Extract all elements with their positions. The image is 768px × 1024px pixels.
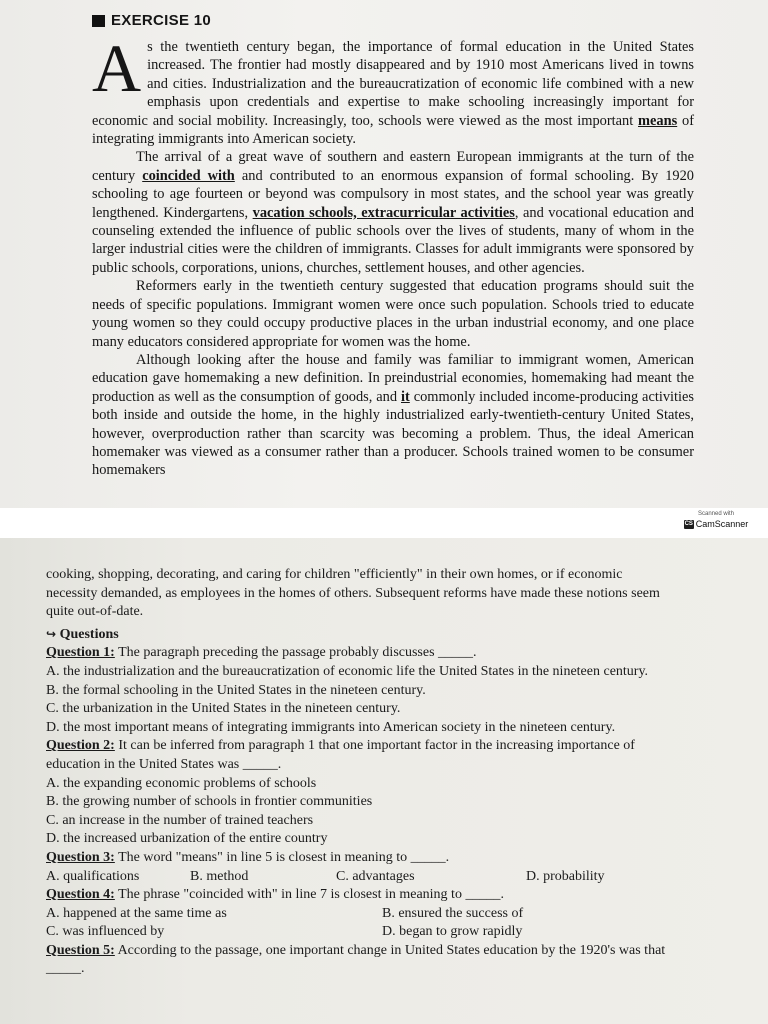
q3-option-d: D. probability xyxy=(526,868,605,884)
camscanner-brand: CamScanner xyxy=(695,519,749,529)
q1-option-b: B. the formal schooling in the United States in the nineteen century. xyxy=(46,682,426,698)
camscanner-watermark xyxy=(678,510,754,530)
q3-option-c: C. advantages xyxy=(336,868,415,884)
q2-option-d: D. the increased urbanization of the entire country xyxy=(46,831,328,847)
q2-option-a: A. the expanding economic problems of schools xyxy=(46,775,317,791)
exercise-title-text: EXERCISE 10 xyxy=(111,12,212,29)
question-3: Question 3: The word "means" in line 5 is closest in meaning to _____. xyxy=(46,849,450,865)
q3-option-a: A. qualifications xyxy=(46,868,140,884)
q4-option-b: B. ensured the success of xyxy=(382,905,524,921)
q4-options-row-2 xyxy=(46,923,666,942)
q3-option-b: B. method xyxy=(190,868,249,884)
q1-option-a: A. the industrialization and the bureaucratization of economic life the United States in the nineteen century. xyxy=(46,663,649,679)
drop-cap: A xyxy=(92,30,142,106)
camscanner-logo-icon: CS xyxy=(684,521,693,528)
q4-options-row-1 xyxy=(46,905,666,924)
square-bullet-icon xyxy=(92,15,105,27)
page-gap xyxy=(0,508,768,538)
highlight-vacation-schools: vacation schools, extracurricular activities xyxy=(252,204,515,221)
question-2: Question 2: It can be inferred from paragraph 1 that one important factor in the increasing importance of education in the United States was _____. xyxy=(46,738,635,772)
question-4: Question 4: The phrase "coincided with" in line 7 is closest in meaning to _____. xyxy=(46,887,504,903)
passage xyxy=(92,30,695,480)
arrow-icon: ↪ xyxy=(46,626,57,641)
question-1: Question 1: The paragraph preceding the passage probably discusses _____. xyxy=(46,645,477,661)
q2-option-b: B. the growing number of schools in frontier communities xyxy=(46,794,373,810)
q4-option-a: A. happened at the same time as xyxy=(46,905,227,921)
paragraph-4: Although looking after the house and family was familiar to immigrant women, American education gave homemaking a new definition. In preindustrial economies, homemaking had meant the production as well as the consumption of goods, and it commonly included income-producing activities both inside and outside the home, in the highly industrialized early-twentieth-century United States, however, overproduction rather than scarcity was becoming a problem. Thus, the ideal American homemaker was viewed as a consumer rather than a producer. Schools trained women to be consumer homemakers xyxy=(92,351,694,479)
q1-option-d: D. the most important means of integrating immigrants into American society in the nineteen century. xyxy=(46,719,616,735)
scanned-page-1 xyxy=(0,0,768,508)
q1-option-c: C. the urbanization in the United States in the nineteen century. xyxy=(46,701,401,717)
passage-continuation: cooking, shopping, decorating, and caring for children "efficiently" in their own homes, or if economic necessity demanded, as employees in the homes of others. Subsequent reforms have made these notions seem quite out-of-date. xyxy=(46,567,660,620)
question-5: Question 5: According to the passage, one important change in United States education by the 1920's was that _____. xyxy=(46,942,666,977)
questions-section xyxy=(46,566,666,979)
paragraph-1: As the twentieth century began, the importance of formal education in the United States increased. The frontier had mostly disappeared and by 1910 most Americans lived in towns and cities. Industrialization and the bureaucratization of economic life combined with a new emphasis upon credentials and expertise to make schooling increasingly important for economic and social mobility. Increasingly, too, schools were viewed as the most important means of integrating immigrants into American society. xyxy=(92,30,694,148)
questions-heading: ↪ Questions xyxy=(46,626,119,642)
highlight-coincided-with: coincided with xyxy=(142,167,235,184)
q3-options xyxy=(46,868,666,887)
paragraph-3: Reformers early in the twentieth century suggested that education programs should suit the needs of specific populations. Immigrant women were once such population. Schools tried to educate young women so they could occupy productive places in the urban industrial economy, and one place many educators considered appropriate for women was the home. xyxy=(92,278,694,350)
highlight-it: it xyxy=(401,388,410,405)
q4-option-c: C. was influenced by xyxy=(46,924,165,940)
exercise-title xyxy=(92,12,211,29)
paragraph-2: The arrival of a great wave of southern and eastern European immigrants at the turn of the century coincided with and contributed to an enormous expansion of formal schooling. By 1920 schooling to age fourteen or beyond was compulsory in most states, and the school year was greatly lengthened. Kindergartens, vacation schools, extracurricular activities, and vocational education and counseling extended the influence of public schools over the lives of students, many of whom in the larger industrial cities were the children of immigrants. Classes for adult immigrants were sponsored by public schools, corporations, unions, churches, settlement houses, and other agencies. xyxy=(92,149,695,276)
scanned-with-text: Scanned with xyxy=(697,511,735,517)
q2-option-c: C. an increase in the number of trained teachers xyxy=(46,812,314,828)
q4-option-d: D. began to grow rapidly xyxy=(382,924,523,940)
highlight-means: means xyxy=(638,112,678,129)
scanned-page-2 xyxy=(0,538,768,1024)
